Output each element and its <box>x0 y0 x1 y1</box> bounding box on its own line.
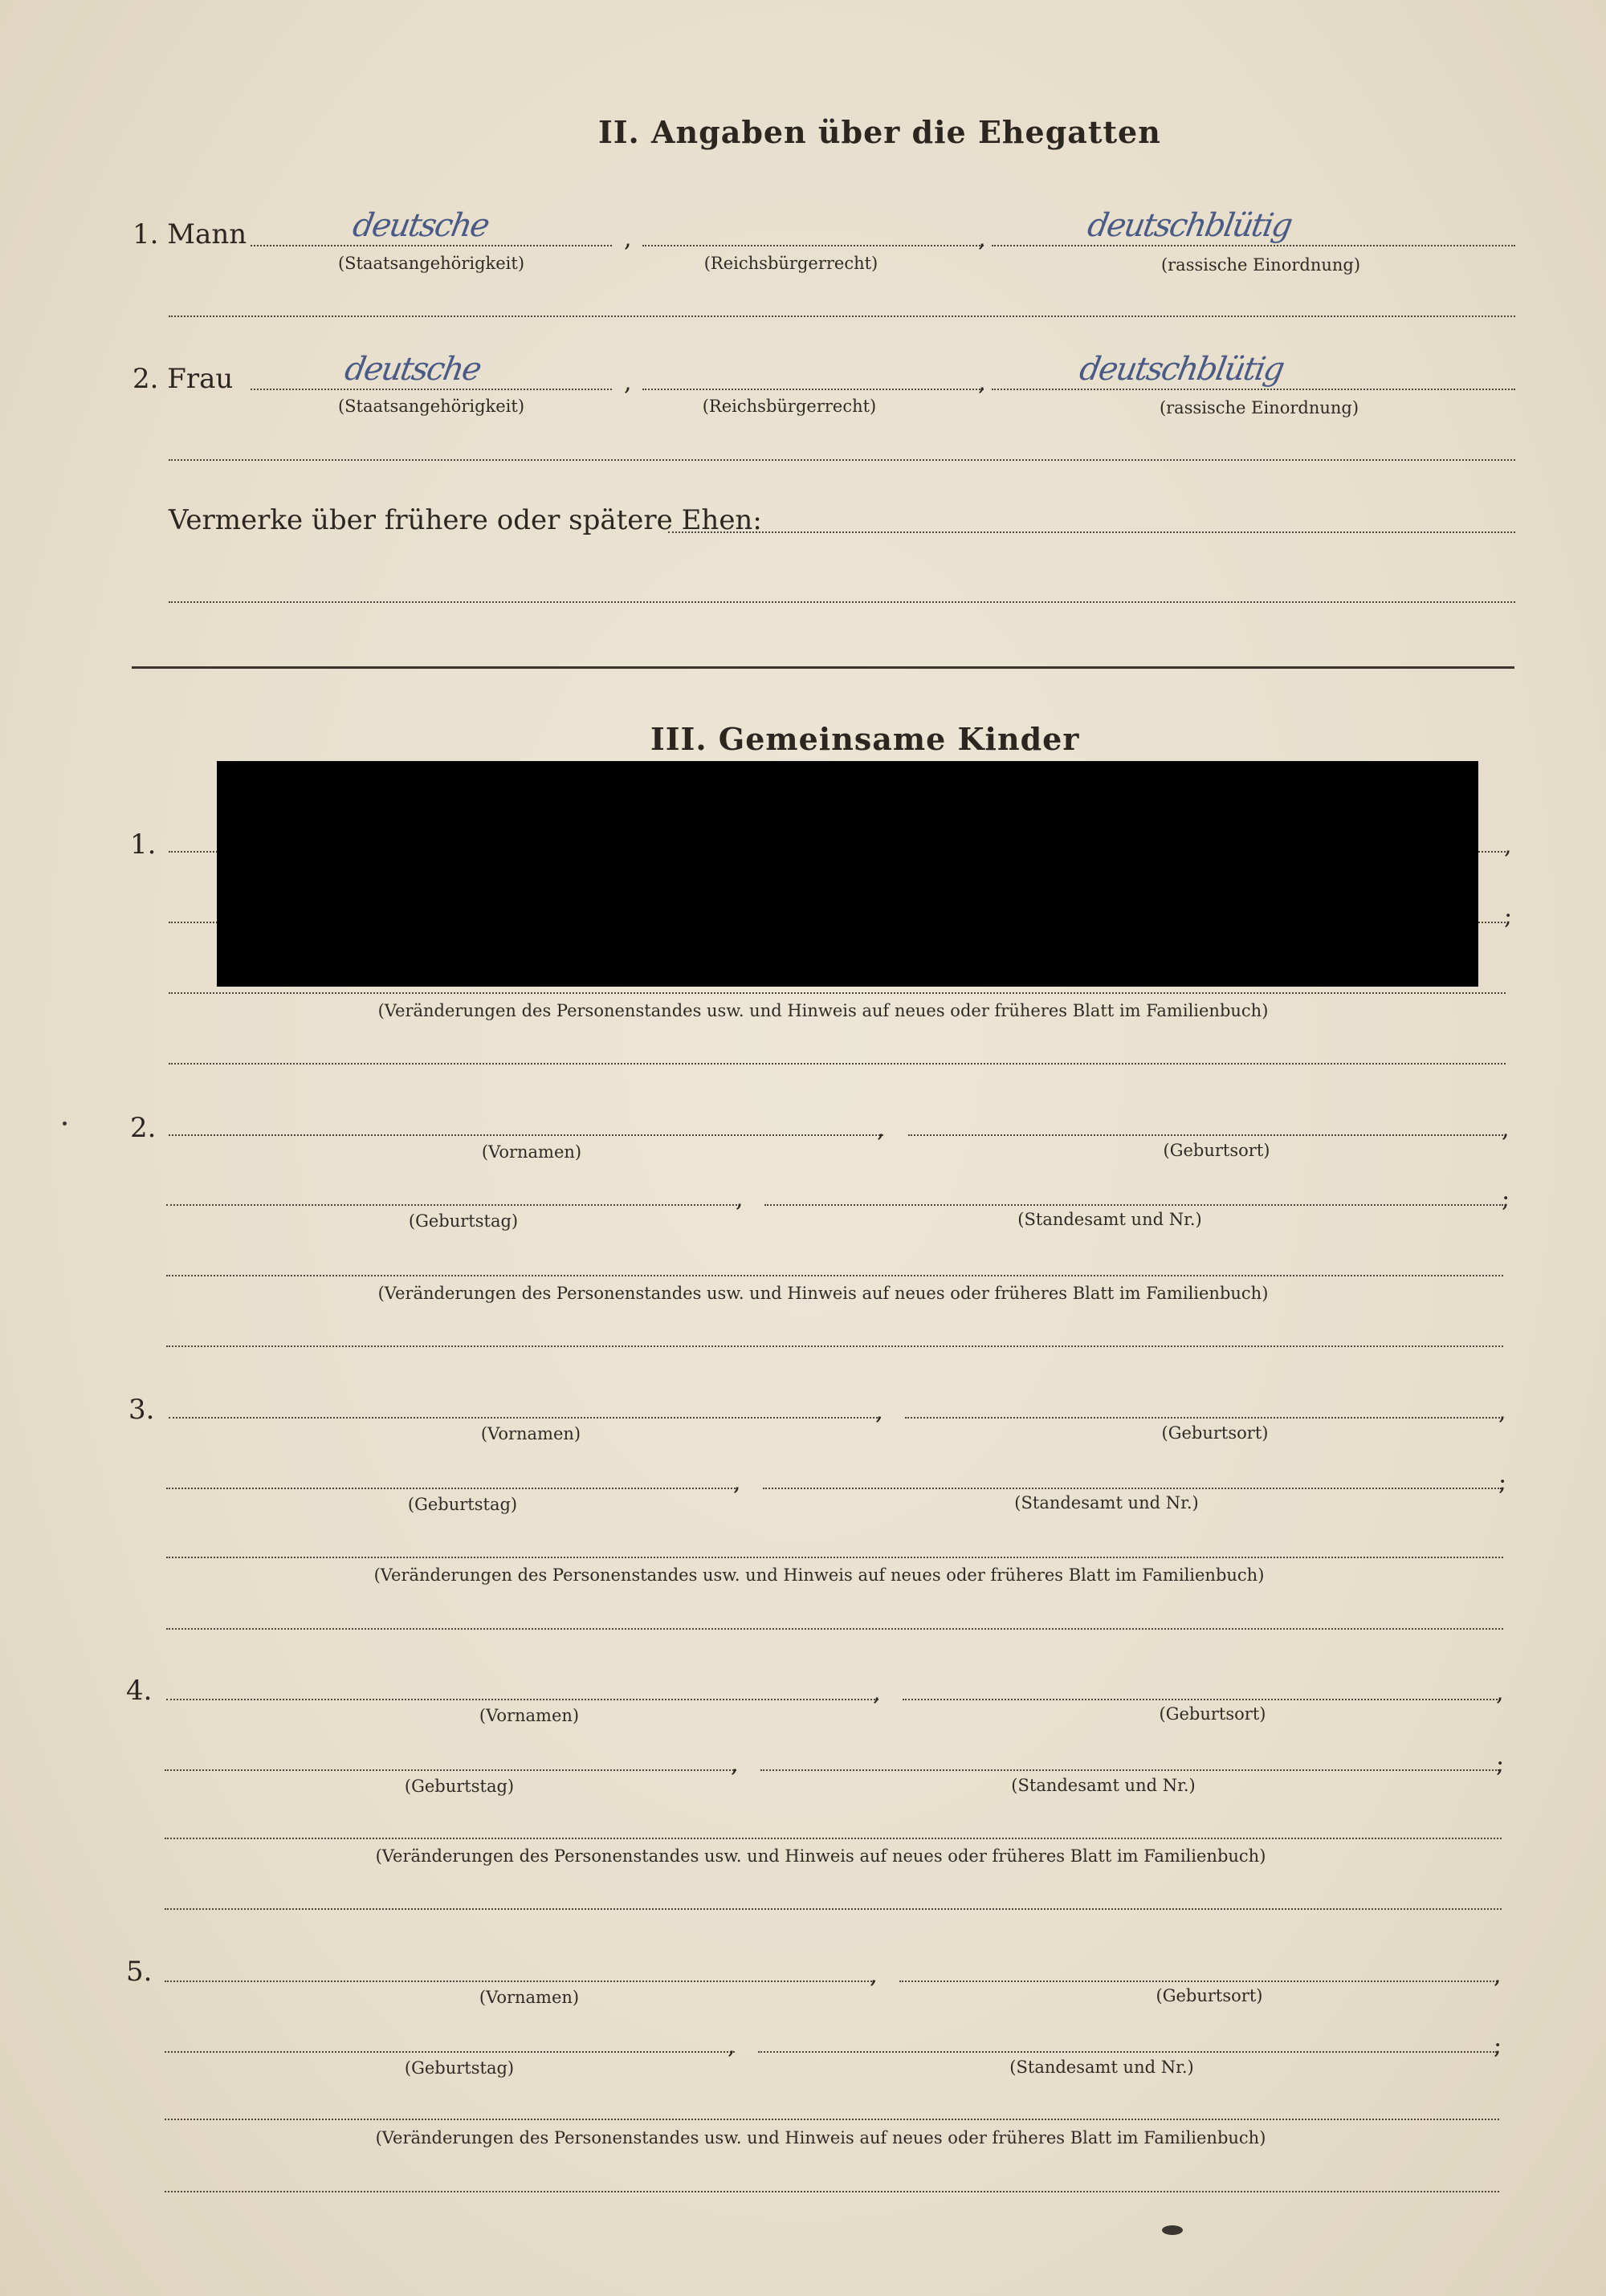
child-vornamen-line <box>169 1134 883 1136</box>
comma: , <box>624 368 632 397</box>
caption-vornamen: (Vornamen) <box>479 1706 580 1725</box>
frau-staat-handwriting: deutsche <box>341 351 483 388</box>
comma: , <box>870 1961 878 1989</box>
comma: , <box>873 1679 881 1707</box>
frau-label: 2. Frau <box>132 363 234 395</box>
child-standesamt-line <box>764 1204 1503 1206</box>
child-veraenderungen-line <box>166 1557 1503 1558</box>
caption-reichsbuergerrecht: (Reichsbürgerrecht) <box>703 254 878 273</box>
child-extra-line <box>169 1063 1506 1065</box>
mann-rasse-line <box>992 245 1515 246</box>
caption-geburtsort: (Geburtsort) <box>1156 1986 1263 2005</box>
child-number: 3. <box>128 1394 155 1426</box>
frau-extra-line <box>169 459 1515 461</box>
mann-extra-line <box>169 315 1515 317</box>
caption-vornamen: (Vornamen) <box>481 1142 582 1162</box>
frau-staat-line <box>251 389 612 390</box>
section-divider <box>132 666 1514 669</box>
caption-standesamt: (Standesamt und Nr.) <box>1014 1493 1199 1512</box>
vermerke-line <box>668 531 1515 533</box>
caption-standesamt: (Standesamt und Nr.) <box>1011 1776 1196 1795</box>
mann-label: 1. Mann <box>132 218 247 250</box>
child-number: 5. <box>126 1956 153 1988</box>
caption-staatsangehoerigkeit: (Staatsangehörigkeit) <box>337 254 525 273</box>
child-extra-line <box>166 1628 1503 1630</box>
child-geburtstag-line <box>166 1204 740 1206</box>
comma: , <box>1504 832 1512 860</box>
child-extra-line <box>165 2191 1499 2192</box>
caption-vornamen: (Vornamen) <box>479 1988 580 2007</box>
comma: , <box>624 225 632 253</box>
mann-staat-handwriting: deutsche <box>349 207 491 244</box>
child-vornamen-line <box>166 1699 878 1700</box>
child-veraenderungen-line <box>169 992 1506 994</box>
child-extra-line <box>165 1908 1502 1910</box>
vermerke-line-2 <box>169 601 1515 603</box>
child-number: 4. <box>126 1675 153 1707</box>
caption-geburtsort: (Geburtsort) <box>1161 1423 1269 1443</box>
child-vornamen-line <box>165 1981 875 1982</box>
semicolon: ; <box>1496 1750 1505 1778</box>
child-number: 1. <box>130 828 157 861</box>
mann-rasse-handwriting: deutschblütig <box>1084 207 1294 244</box>
frau-reich-line <box>642 389 984 390</box>
caption-veraenderungen: (Veränderungen des Personenstandes usw. und Hinweis auf neues oder früheres Blatt im Familienbuch) <box>377 1284 1269 1303</box>
child-geburtstag-line <box>166 1488 738 1489</box>
child-veraenderungen-line <box>165 2119 1499 2120</box>
caption-geburtstag: (Geburtstag) <box>408 1211 519 1231</box>
child-geburtsort-line <box>905 1417 1503 1419</box>
caption-standesamt: (Standesamt und Nr.) <box>1017 1210 1202 1229</box>
comma: , <box>875 1398 883 1426</box>
child-veraenderungen-line <box>166 1275 1503 1276</box>
child-standesamt-line <box>758 2051 1497 2053</box>
child-number: 2. <box>130 1112 157 1144</box>
frau-rasse-handwriting: deutschblütig <box>1076 351 1286 388</box>
mann-reich-line <box>642 245 984 246</box>
comma: , <box>978 368 986 397</box>
caption-standesamt: (Standesamt und Nr.) <box>1009 2058 1194 2077</box>
paper-speck <box>63 1122 67 1126</box>
redaction-bar <box>217 761 1478 987</box>
mann-staat-line <box>251 245 612 246</box>
comma: , <box>731 1750 739 1778</box>
caption-veraenderungen: (Veränderungen des Personenstandes usw. und Hinweis auf neues oder früheres Blatt im Familienbuch) <box>375 2128 1266 2147</box>
child-vornamen-line <box>169 1417 881 1419</box>
caption-geburtstag: (Geburtstag) <box>407 1495 518 1514</box>
caption-rassische-einordnung: (rassische Einordnung) <box>1159 398 1359 417</box>
comma: , <box>728 2032 736 2060</box>
semicolon: ; <box>1504 902 1513 930</box>
comma: , <box>1498 1398 1506 1426</box>
child-standesamt-line <box>763 1488 1502 1489</box>
comma: , <box>978 225 986 253</box>
child-standesamt-line <box>760 1769 1499 1771</box>
child-geburtstag-line <box>165 1769 736 1771</box>
semicolon: ; <box>1502 1185 1510 1213</box>
child-extra-line <box>166 1345 1503 1347</box>
comma: , <box>877 1115 885 1143</box>
child-geburtsort-line <box>908 1134 1506 1136</box>
comma: , <box>1494 1961 1502 1989</box>
caption-reichsbuergerrecht: (Reichsbürgerrecht) <box>702 397 877 416</box>
vermerke-label: Vermerke über frühere oder spätere Ehen: <box>169 504 762 536</box>
semicolon: ; <box>1494 2032 1502 2060</box>
caption-geburtsort: (Geburtsort) <box>1163 1141 1270 1160</box>
paper-speck <box>1162 2225 1183 2235</box>
child-geburtstag-line <box>165 2051 735 2053</box>
caption-geburtstag: (Geburtstag) <box>404 1777 515 1796</box>
caption-vornamen: (Vornamen) <box>480 1424 581 1443</box>
caption-rassische-einordnung: (rassische Einordnung) <box>1160 255 1361 275</box>
comma: , <box>1502 1115 1510 1143</box>
caption-staatsangehoerigkeit: (Staatsangehörigkeit) <box>337 397 525 416</box>
comma: , <box>736 1185 744 1213</box>
semicolon: ; <box>1498 1468 1507 1496</box>
section-title-kinder: III. Gemeinsame Kinder <box>650 721 1080 757</box>
child-geburtsort-line <box>899 1981 1498 1982</box>
comma: , <box>1496 1679 1504 1707</box>
caption-veraenderungen: (Veränderungen des Personenstandes usw. und Hinweis auf neues oder früheres Blatt im Familienbuch) <box>377 1001 1269 1020</box>
frau-rasse-line <box>992 389 1515 390</box>
comma: , <box>733 1468 741 1496</box>
child-geburtsort-line <box>903 1699 1501 1700</box>
caption-geburtstag: (Geburtstag) <box>404 2058 515 2078</box>
caption-geburtsort: (Geburtsort) <box>1159 1704 1266 1724</box>
section-title-ehegatten: II. Angaben über die Ehegatten <box>598 114 1161 150</box>
caption-veraenderungen: (Veränderungen des Personenstandes usw. und Hinweis auf neues oder früheres Blatt im Familienbuch) <box>373 1565 1265 1585</box>
child-veraenderungen-line <box>165 1838 1502 1839</box>
caption-veraenderungen: (Veränderungen des Personenstandes usw. und Hinweis auf neues oder früheres Blatt im Familienbuch) <box>375 1846 1266 1866</box>
